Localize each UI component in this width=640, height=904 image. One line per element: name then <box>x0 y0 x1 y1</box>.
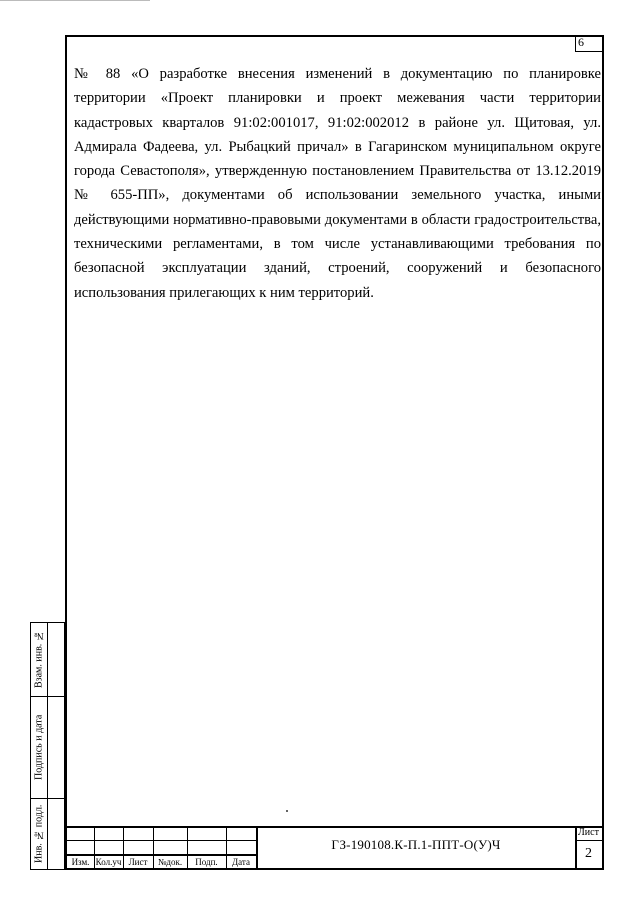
inv-podl-label: Инв. № подл. <box>33 804 45 864</box>
col-podp: Подп. <box>195 857 218 867</box>
sheet-number: 2 <box>585 846 592 861</box>
document-code: ГЗ-190108.К-П.1-ППТ-О(У)Ч <box>331 837 501 852</box>
body-paragraph: № 88 «О разработке внесения изменений в документацию по планировке территории «Проект планировки и проект межевания части территории кадастровых кварталов 91:02:001017, 91:02:002012 в районе ул. Щитовая, ул. Адмирала Фадеева, ул. Рыбацкий причал» в Гагаринском муниципальном округе города Севастополя», утвержденную постановлением Правительства от 13.12.2019 № 655-ПП», документами об использовании земельного участка, иными действующими нормативно-правовыми документами в области градостроительства, техническими регламентами, в том числе устанавливающими требования по безопасной эксплуатации зданий, строений, сооружений и безопасного использования прилегающих к ним территорий. <box>74 66 601 301</box>
side-stamp-strip <box>30 622 65 870</box>
scan-edge-line <box>0 0 150 1</box>
sheet-label: Лист <box>578 827 599 838</box>
vzam-inv-label: Взам. инв. № <box>33 630 45 688</box>
scan-speck <box>286 810 288 812</box>
title-block <box>67 826 602 868</box>
col-izm: Изм. <box>71 857 90 867</box>
page-mark: 6 <box>575 35 604 52</box>
col-list: Лист <box>128 857 148 867</box>
col-data: Дата <box>232 857 250 867</box>
col-ndok: №док. <box>157 857 183 867</box>
podpis-data-label: Подпись и дата <box>33 714 45 780</box>
col-kol-uch: Кол.уч <box>95 857 122 867</box>
